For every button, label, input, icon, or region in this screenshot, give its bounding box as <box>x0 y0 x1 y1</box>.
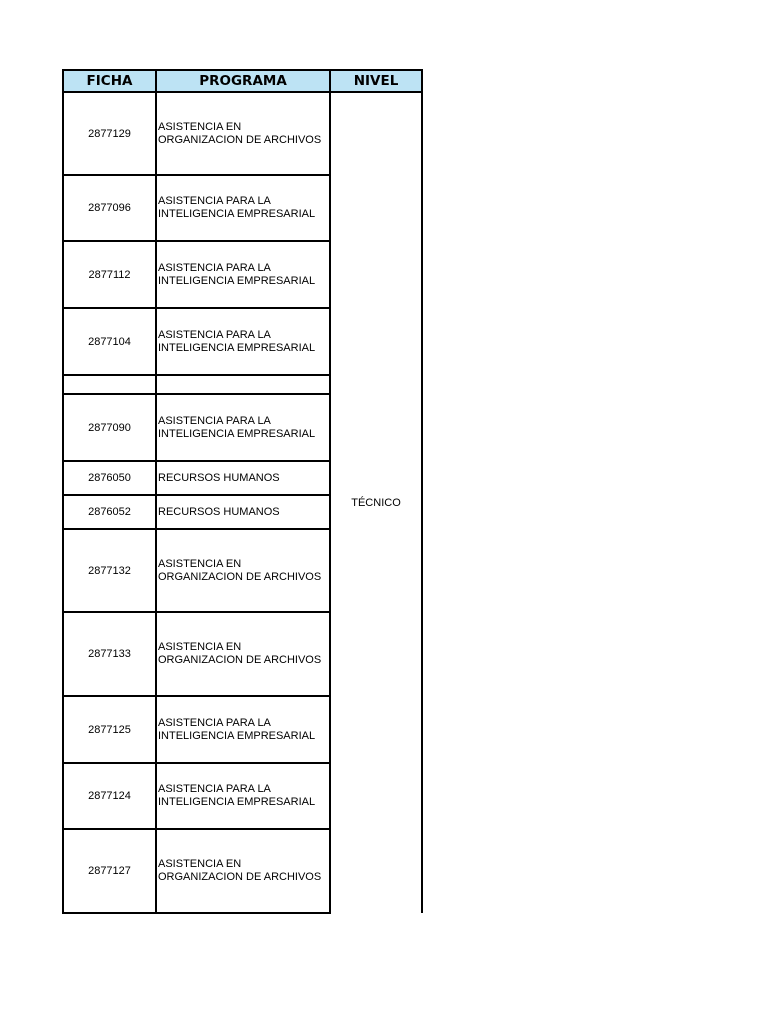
spreadsheet <box>62 69 423 914</box>
ficha-cell[interactable]: 2876052 <box>63 495 156 529</box>
programa-cell[interactable]: ASISTENCIA EN ORGANIZACION DE ARCHIVOS <box>156 92 330 175</box>
ficha-cell[interactable] <box>63 375 156 394</box>
nivel-cell[interactable]: TÉCNICO <box>330 92 422 913</box>
header-ficha[interactable]: FICHA <box>63 70 156 92</box>
programa-cell[interactable] <box>156 375 330 394</box>
ficha-cell[interactable]: 2877125 <box>63 696 156 763</box>
programa-cell[interactable]: ASISTENCIA PARA LA INTELIGENCIA EMPRESARIAL <box>156 175 330 241</box>
programa-cell[interactable]: ASISTENCIA PARA LA INTELIGENCIA EMPRESARIAL <box>156 696 330 763</box>
header-row <box>63 70 422 92</box>
ficha-cell[interactable]: 2876050 <box>63 461 156 495</box>
programa-cell[interactable]: ASISTENCIA EN ORGANIZACION DE ARCHIVOS <box>156 829 330 913</box>
ficha-cell[interactable]: 2877104 <box>63 308 156 375</box>
programs-table <box>62 69 423 914</box>
programa-cell[interactable]: ASISTENCIA EN ORGANIZACION DE ARCHIVOS <box>156 529 330 612</box>
programa-cell[interactable]: ASISTENCIA PARA LA INTELIGENCIA EMPRESARIAL <box>156 394 330 461</box>
ficha-cell[interactable]: 2877112 <box>63 241 156 308</box>
ficha-cell[interactable]: 2877133 <box>63 612 156 696</box>
programa-cell[interactable]: RECURSOS HUMANOS <box>156 461 330 495</box>
programa-cell[interactable]: RECURSOS HUMANOS <box>156 495 330 529</box>
ficha-cell[interactable]: 2877132 <box>63 529 156 612</box>
table-body <box>63 92 422 913</box>
table-row <box>63 92 422 175</box>
ficha-cell[interactable]: 2877124 <box>63 763 156 829</box>
ficha-cell[interactable]: 2877129 <box>63 92 156 175</box>
header-programa[interactable]: PROGRAMA <box>156 70 330 92</box>
header-nivel[interactable]: NIVEL <box>330 70 422 92</box>
ficha-cell[interactable]: 2877096 <box>63 175 156 241</box>
programa-cell[interactable]: ASISTENCIA PARA LA INTELIGENCIA EMPRESARIAL <box>156 763 330 829</box>
ficha-cell[interactable]: 2877127 <box>63 829 156 913</box>
ficha-cell[interactable]: 2877090 <box>63 394 156 461</box>
programa-cell[interactable]: ASISTENCIA PARA LA INTELIGENCIA EMPRESARIAL <box>156 241 330 308</box>
programa-cell[interactable]: ASISTENCIA PARA LA INTELIGENCIA EMPRESARIAL <box>156 308 330 375</box>
programa-cell[interactable]: ASISTENCIA EN ORGANIZACION DE ARCHIVOS <box>156 612 330 696</box>
